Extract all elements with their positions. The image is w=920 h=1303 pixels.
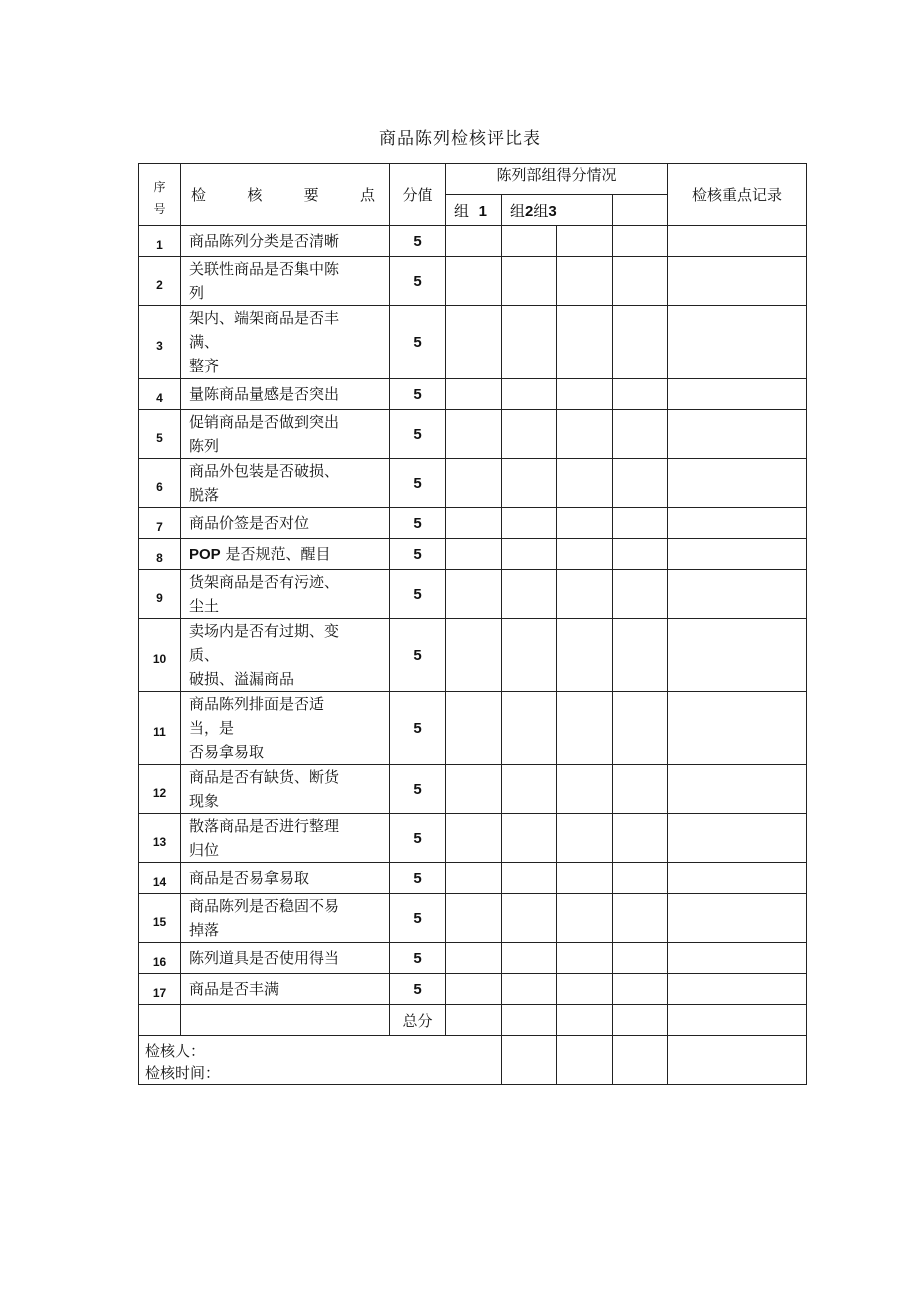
group-score-cell[interactable] [613, 508, 668, 539]
total-cell[interactable] [557, 1005, 613, 1036]
group-score-cell[interactable] [613, 410, 668, 459]
row-number: 15 [139, 894, 181, 943]
record-cell[interactable] [668, 379, 807, 410]
record-cell[interactable] [668, 619, 807, 692]
record-cell[interactable] [668, 306, 807, 379]
score-value: 5 [390, 692, 446, 765]
record-cell[interactable] [668, 863, 807, 894]
table-row [139, 539, 807, 570]
empty-cell [139, 1005, 181, 1036]
check-item: 散落商品是否进行整理 归位 [181, 814, 390, 863]
group-score-cell[interactable] [446, 306, 502, 379]
score-value: 5 [390, 410, 446, 459]
record-cell[interactable] [668, 894, 807, 943]
record-cell[interactable] [668, 257, 807, 306]
check-item: 卖场内是否有过期、变 质、 破损、溢漏商品 [181, 619, 390, 692]
group-score-cell[interactable] [446, 943, 502, 974]
score-value: 5 [390, 894, 446, 943]
group-score-cell[interactable] [502, 692, 557, 765]
group-score-cell[interactable] [446, 692, 502, 765]
row-number: 10 [139, 619, 181, 692]
group-score-cell[interactable] [557, 570, 613, 619]
score-value: 5 [390, 765, 446, 814]
record-cell[interactable] [668, 814, 807, 863]
score-value: 5 [390, 539, 446, 570]
table-row [139, 894, 807, 943]
group-score-cell[interactable] [502, 226, 557, 257]
score-value: 5 [390, 379, 446, 410]
header-groups: 陈列部组得分情况 [446, 164, 668, 195]
table-row [139, 943, 807, 974]
check-item: 商品陈列是否稳固不易 掉落 [181, 894, 390, 943]
group-score-cell[interactable] [446, 410, 502, 459]
row-number: 14 [139, 863, 181, 894]
row-number: 13 [139, 814, 181, 863]
check-item: 关联性商品是否集中陈 列 [181, 257, 390, 306]
group-score-cell[interactable] [557, 257, 613, 306]
group-score-cell[interactable] [557, 765, 613, 814]
footer-record-cell[interactable] [668, 1036, 807, 1085]
score-value: 5 [390, 863, 446, 894]
group-score-cell[interactable] [502, 619, 557, 692]
group-score-cell[interactable] [557, 459, 613, 508]
group-score-cell[interactable] [557, 814, 613, 863]
group-score-cell[interactable] [502, 974, 557, 1005]
table-row [139, 619, 807, 692]
group-score-cell[interactable] [557, 894, 613, 943]
group-score-cell[interactable] [446, 765, 502, 814]
group-score-cell[interactable] [446, 379, 502, 410]
record-cell[interactable] [668, 226, 807, 257]
total-cell[interactable] [446, 1005, 502, 1036]
check-item: 量陈商品量感是否突出 [181, 379, 390, 410]
row-number: 11 [139, 692, 181, 765]
record-cell[interactable] [668, 539, 807, 570]
score-value: 5 [390, 619, 446, 692]
header-score: 分值 [390, 164, 446, 226]
total-label: 总分 [390, 1005, 446, 1036]
record-cell[interactable] [668, 570, 807, 619]
score-value: 5 [390, 974, 446, 1005]
record-cell[interactable] [668, 459, 807, 508]
group-score-cell[interactable] [613, 619, 668, 692]
group-score-cell[interactable] [557, 306, 613, 379]
inspection-time-label: 检核时间： [145, 1064, 221, 1082]
record-cell[interactable] [668, 410, 807, 459]
footer-cell[interactable] [613, 1036, 668, 1085]
record-cell[interactable] [668, 974, 807, 1005]
inspection-table [138, 163, 807, 1085]
table-row [139, 257, 807, 306]
group-score-cell[interactable] [613, 863, 668, 894]
header-row-top [139, 164, 807, 195]
group-1-header: 组 1 [446, 195, 502, 226]
row-number: 17 [139, 974, 181, 1005]
group-score-cell[interactable] [502, 570, 557, 619]
group-score-cell[interactable] [613, 943, 668, 974]
header-item: 检核要点 [181, 164, 390, 226]
total-cell[interactable] [613, 1005, 668, 1036]
score-value: 5 [390, 943, 446, 974]
group-score-cell[interactable] [557, 943, 613, 974]
row-number: 9 [139, 570, 181, 619]
group-score-cell[interactable] [613, 814, 668, 863]
total-record-cell[interactable] [668, 1005, 807, 1036]
group-score-cell[interactable] [613, 765, 668, 814]
row-number: 1 [139, 226, 181, 257]
group-score-cell[interactable] [502, 410, 557, 459]
group-4-header [613, 195, 668, 226]
group-score-cell[interactable] [502, 814, 557, 863]
group-score-cell[interactable] [557, 539, 613, 570]
group-score-cell[interactable] [446, 974, 502, 1005]
check-item: 架内、端架商品是否丰 满、 整齐 [181, 306, 390, 379]
check-item: 商品价签是否对位 [181, 508, 390, 539]
empty-cell [181, 1005, 390, 1036]
record-cell[interactable] [668, 508, 807, 539]
group-score-cell[interactable] [613, 379, 668, 410]
record-cell[interactable] [668, 765, 807, 814]
record-cell[interactable] [668, 692, 807, 765]
group-score-cell[interactable] [613, 306, 668, 379]
group-score-cell[interactable] [446, 459, 502, 508]
group-score-cell[interactable] [613, 974, 668, 1005]
table-row [139, 508, 807, 539]
group-score-cell[interactable] [613, 692, 668, 765]
group-score-cell[interactable] [446, 619, 502, 692]
group-score-cell[interactable] [613, 539, 668, 570]
score-value: 5 [390, 257, 446, 306]
page-title: 商品陈列检核评比表 [379, 129, 541, 149]
group-score-cell[interactable] [557, 619, 613, 692]
group-score-cell[interactable] [502, 539, 557, 570]
group-score-cell[interactable] [502, 257, 557, 306]
row-number: 2 [139, 257, 181, 306]
inspector-info [139, 1036, 502, 1085]
table-row [139, 306, 807, 379]
group-score-cell[interactable] [502, 379, 557, 410]
header-no: 序 号 [139, 164, 181, 226]
footer-cell[interactable] [557, 1036, 613, 1085]
check-item: 陈列道具是否使用得当 [181, 943, 390, 974]
table-row [139, 974, 807, 1005]
score-value: 5 [390, 508, 446, 539]
check-item: POP 是否规范、醒目 [181, 539, 390, 570]
row-number: 3 [139, 306, 181, 379]
table-row [139, 226, 807, 257]
check-item: 货架商品是否有污迹、 尘土 [181, 570, 390, 619]
footer-cell[interactable] [502, 1036, 557, 1085]
check-item: 商品是否有缺货、断货 现象 [181, 765, 390, 814]
total-cell[interactable] [502, 1005, 557, 1036]
table-row [139, 379, 807, 410]
group-score-cell[interactable] [557, 410, 613, 459]
total-row [139, 1005, 807, 1036]
table-row [139, 765, 807, 814]
record-cell[interactable] [668, 943, 807, 974]
group-score-cell[interactable] [446, 508, 502, 539]
group-score-cell[interactable] [557, 692, 613, 765]
group-score-cell[interactable] [613, 570, 668, 619]
group-score-cell[interactable] [613, 226, 668, 257]
inspector-label: 检核人： [145, 1042, 206, 1060]
group-score-cell[interactable] [446, 539, 502, 570]
group-score-cell[interactable] [557, 974, 613, 1005]
group-score-cell[interactable] [502, 863, 557, 894]
group-score-cell[interactable] [446, 570, 502, 619]
group-score-cell[interactable] [557, 226, 613, 257]
table-row [139, 459, 807, 508]
table-row [139, 863, 807, 894]
group-score-cell[interactable] [557, 508, 613, 539]
check-item: 商品陈列排面是否适 当，是 否易拿易取 [181, 692, 390, 765]
score-value: 5 [390, 306, 446, 379]
group-score-cell[interactable] [446, 226, 502, 257]
table-row [139, 570, 807, 619]
group-score-cell[interactable] [502, 459, 557, 508]
row-number: 6 [139, 459, 181, 508]
row-number: 16 [139, 943, 181, 974]
group-score-cell[interactable] [446, 257, 502, 306]
group-score-cell[interactable] [613, 257, 668, 306]
group-score-cell[interactable] [446, 863, 502, 894]
row-number: 4 [139, 379, 181, 410]
group-score-cell[interactable] [502, 943, 557, 974]
group-score-cell[interactable] [446, 894, 502, 943]
row-number: 7 [139, 508, 181, 539]
check-item: 商品是否丰满 [181, 974, 390, 1005]
check-item: 促销商品是否做到突出 陈列 [181, 410, 390, 459]
row-number: 5 [139, 410, 181, 459]
table-row [139, 692, 807, 765]
group-score-cell[interactable] [502, 765, 557, 814]
group-score-cell[interactable] [502, 894, 557, 943]
group-score-cell[interactable] [613, 894, 668, 943]
table-row [139, 814, 807, 863]
row-number: 12 [139, 765, 181, 814]
group-score-cell[interactable] [446, 814, 502, 863]
group-score-cell[interactable] [502, 306, 557, 379]
row-number: 8 [139, 539, 181, 570]
group-score-cell[interactable] [557, 379, 613, 410]
header-record: 检核重点记录 [668, 164, 807, 226]
score-value: 5 [390, 570, 446, 619]
check-item: 商品外包装是否破损、 脱落 [181, 459, 390, 508]
footer-row [139, 1036, 807, 1085]
score-value: 5 [390, 459, 446, 508]
check-item: 商品是否易拿易取 [181, 863, 390, 894]
group-score-cell[interactable] [557, 863, 613, 894]
group-2-header: 组2组3 [502, 195, 613, 226]
score-value: 5 [390, 226, 446, 257]
check-item: 商品陈列分类是否清晰 [181, 226, 390, 257]
table-row [139, 410, 807, 459]
group-score-cell[interactable] [502, 508, 557, 539]
score-value: 5 [390, 814, 446, 863]
group-score-cell[interactable] [613, 459, 668, 508]
